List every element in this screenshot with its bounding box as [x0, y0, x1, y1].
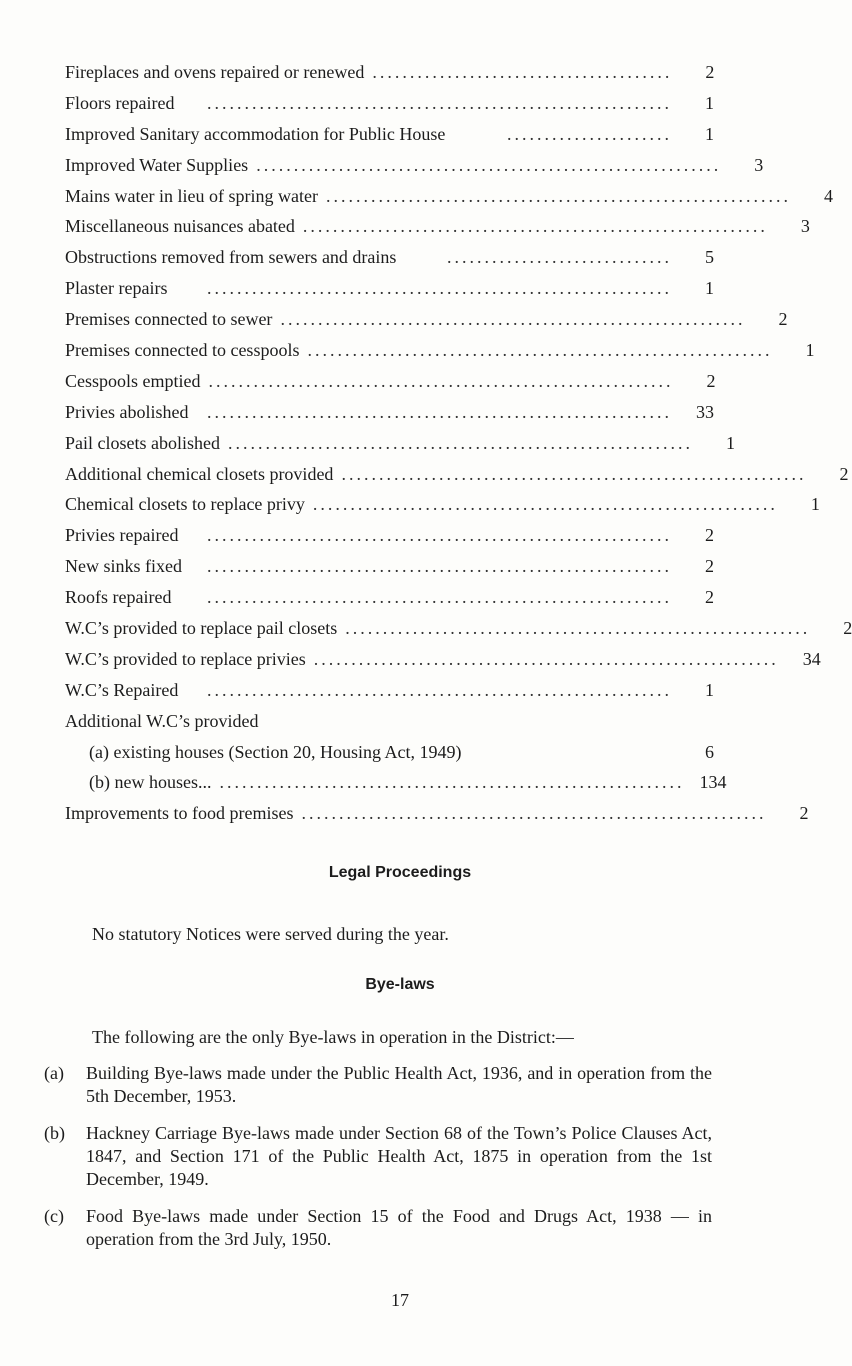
leader-dots: .............................................................. [313, 648, 779, 669]
legal-proceedings-heading: Legal Proceedings [328, 864, 472, 881]
leader-dots: .............................................................. [256, 154, 722, 175]
list-item: Additional chemical closets provided .............................................................. 2 [65, 459, 714, 490]
byelaws-heading: Bye-laws [365, 976, 435, 993]
list-item: Miscellaneous nuisances abated .............................................................. 3 [65, 211, 714, 242]
leader-dots: .............................................................. [207, 401, 672, 422]
list-item: Improved Water Supplies .............................................................. 3 [65, 150, 714, 181]
leader-dots: .............................................................. [280, 309, 746, 330]
leader-dots: .............................................................. [312, 494, 778, 515]
leader-dots: .............................................................. [207, 679, 672, 700]
list-item: Improvements to food premises .............................................................. 2 [65, 798, 714, 829]
list-item: Premises connected to cesspools .............................................................. 1 [65, 335, 714, 366]
list-item: Mains water in lieu of spring water .............................................................. 4 [65, 181, 714, 212]
list-item: Cesspools emptied .............................................................. 2 [65, 366, 714, 397]
list-item: Privies repaired .............................................................. 2 [65, 520, 714, 551]
list-item: Additional W.C’s provided [65, 710, 259, 731]
list-item: Roofs repaired .............................................................. 2 [65, 582, 714, 613]
list-item: (c) Food Bye-laws made under Section 15 of the Food and Drugs Act, 1938 — in operation from the 3rd July, 1950. [44, 1206, 712, 1249]
leader-dots: .............................................................. [207, 587, 672, 608]
list-item: Improved Sanitary accommodation for Public House ...................... 1 [65, 119, 714, 150]
list-item: Privies abolished .............................................................. 33 [65, 397, 714, 428]
list-item: Chemical closets to replace privy .............................................................. 1 [65, 489, 714, 520]
improvements-list [65, 57, 852, 829]
leader-dots: .............................................................. [227, 432, 693, 453]
list-item: (b) Hackney Carriage Bye-laws made under Section 68 of the Town’s Police Clauses Act, 1847, and Section 171 of the Public Health Act, 1875 in operation from the 1st December, 1949. [44, 1123, 712, 1189]
list-item: Premises connected to sewer .............................................................. 2 [65, 304, 714, 335]
list-item: W.C’s provided to replace pail closets .............................................................. 2 [65, 613, 714, 644]
list-item: Fireplaces and ovens repaired or renewed ........................................ 2 [65, 57, 714, 88]
leader-dots: .............................. [447, 247, 672, 268]
list-item: (a) existing houses (Section 20, Housing Act, 1949) 6 [89, 741, 714, 762]
leader-dots: .............................................................. [301, 803, 767, 824]
leader-dots: .............................................................. [302, 216, 768, 237]
list-item: (a) Building Bye-laws made under the Public Health Act, 1936, and in operation from the 5th December, 1953. [44, 1063, 712, 1106]
leader-dots: .............................................................. [207, 278, 672, 299]
byelaws-list [44, 1062, 712, 1265]
leader-dots: .............................................................. [345, 618, 811, 639]
byelaws-intro: The following are the only Bye-laws in operation in the District:— [92, 1027, 574, 1047]
leader-dots: ...................... [507, 123, 672, 144]
leader-dots: .............................................................. [341, 463, 807, 484]
leader-dots: .............................................................. [307, 340, 773, 361]
leader-dots: .............................................................. [208, 370, 674, 391]
list-item: Plaster repairs .............................................................. 1 [65, 273, 714, 304]
list-item: Floors repaired .............................................................. 1 [65, 88, 714, 119]
list-item: W.C’s Repaired .............................................................. 1 [65, 675, 714, 706]
list-item: W.C’s provided to replace privies .............................................................. 34 [65, 644, 714, 675]
list-item: (b) new houses... .............................................................. 134 [65, 767, 714, 798]
leader-dots: .............................................................. [219, 772, 685, 793]
legal-proceedings-text: No statutory Notices were served during the year. [92, 924, 449, 944]
leader-dots: .............................................................. [207, 556, 672, 577]
list-item: Obstructions removed from sewers and drains .............................. 5 [65, 242, 714, 273]
leader-dots: .............................................................. [207, 525, 672, 546]
list-item: Pail closets abolished .............................................................. 1 [65, 428, 714, 459]
page-number: 17 [391, 1290, 409, 1310]
list-item: New sinks fixed .............................................................. 2 [65, 551, 714, 582]
leader-dots: .............................................................. [207, 92, 672, 113]
leader-dots: .............................................................. [325, 185, 791, 206]
leader-dots: ........................................ [372, 62, 673, 82]
